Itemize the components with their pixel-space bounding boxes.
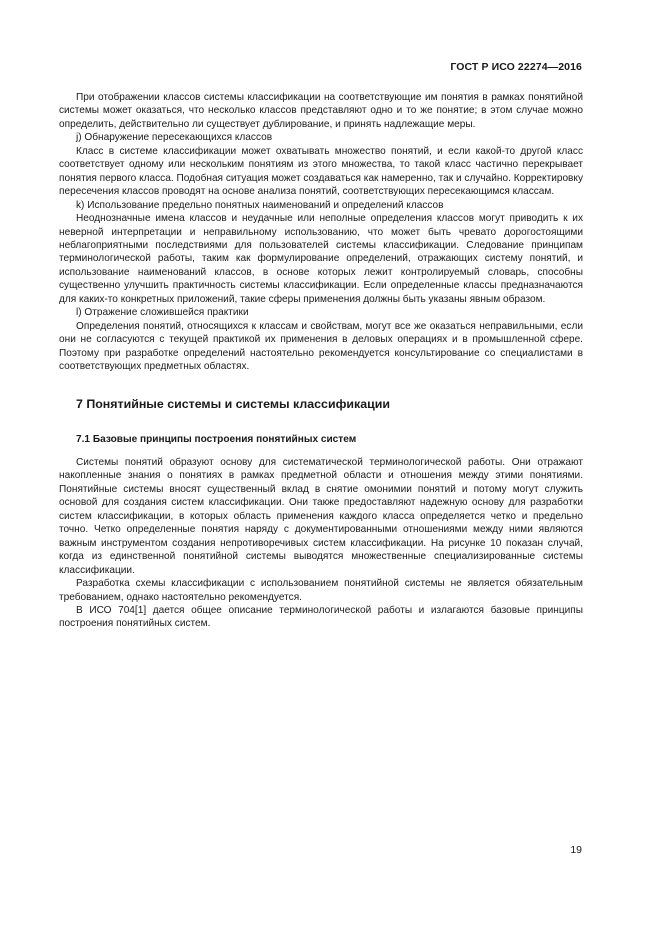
page-content <box>59 91 583 631</box>
document-code-header: ГОСТ Р ИСО 22274—2016 <box>450 61 582 73</box>
page-number: 19 <box>570 844 582 856</box>
paragraph-duplication: При отображении классов системы классификации на соответствующие им понятия в рамках понятийной системы может оказаться, что несколько классов представляют одно и то же понятие; в этом случае можно определить, действительно ли существует дублирование, и принять надлежащие меры. <box>59 92 583 130</box>
list-item-j-heading: j) Обнаружение пересекающихся классов <box>76 132 273 144</box>
paragraph-iso-704: В ИСО 704[1] дается общее описание терминологической работы и излагаются базовые принципы построения понятийных систем. <box>59 604 583 630</box>
paragraph-concept-systems: Системы понятий образуют основу для систематической терминологической работы. Они отражают накопленные знания о понятиях в рамках предметной области и отношения между этими понятиями. Понятийные системы вносят существенный вклад в снятие омонимии понятий и потому могут служить основой для создания систем классификации. Они также предоставляют надежную основу для разработки систем классификации, в которых область применения каждого класса определяется четко и предельно точно. Четко определенные понятия наряду с документированными отношениями между ними являются важным инструментом создания непротиворечивых систем классификации. На рисунке 10 показан случай, когда из единственной понятийной системы выводятся множественные специализированные системы классификации. <box>59 456 583 576</box>
paragraph-class-names: Неоднозначные имена классов и неудачные или неполные определения классов могут приводить к их неверной интерпретации и неправильному использованию, что может быть чревато дорогостоящими неблагоприятными последствиями для пользователей системы классификации. Следование принципам терминологической работы, таким как формулирование определений, отражающих систему понятий, и использование наименований классов, в основе которых лежит контролируемый словарь, способны существенно улучшить практичность системы классификации. Если определенные классы предназначаются для каких-то конкретных приложений, такие сферы применения должны быть указаны явным образом. <box>59 213 583 305</box>
section-heading-7: 7 Понятийные системы и системы классификации <box>76 396 390 411</box>
list-item-l-heading: l) Отражение сложившейся практики <box>76 307 249 319</box>
paragraph-overlapping-classes: Класс в системе классификации может охватывать множество понятий, и если какой-то другой класс соответствует одному или нескольким понятиям из этого множества, то такой класс частично перекрывает понятия первого класса. Подобная ситуация может создаваться как намеренно, так и случайно. Корректировку пересечения классов проводят на основе анализа понятий, соответствующих пересекающимся классам. <box>59 145 583 198</box>
paragraph-recommendation: Разработка схемы классификации с использованием понятийной системы не является обязательным требованием, однако настоятельно рекомендуется. <box>59 578 583 603</box>
paragraph-practice: Определения понятий, относящихся к классам и свойствам, могут все же оказаться неправильными, если они не согласуются с текущей практикой их применения в деловых операциях и в промышленной сфере. Поэтому при разработке определений настоятельно рекомендуется консультирование со специалистами в соответствующих предметных областях. <box>59 320 583 373</box>
subsection-heading-7-1: 7.1 Базовые принципы построения понятийных систем <box>76 433 357 445</box>
list-item-k-heading: k) Использование предельно понятных наименований и определений классов <box>76 199 444 211</box>
